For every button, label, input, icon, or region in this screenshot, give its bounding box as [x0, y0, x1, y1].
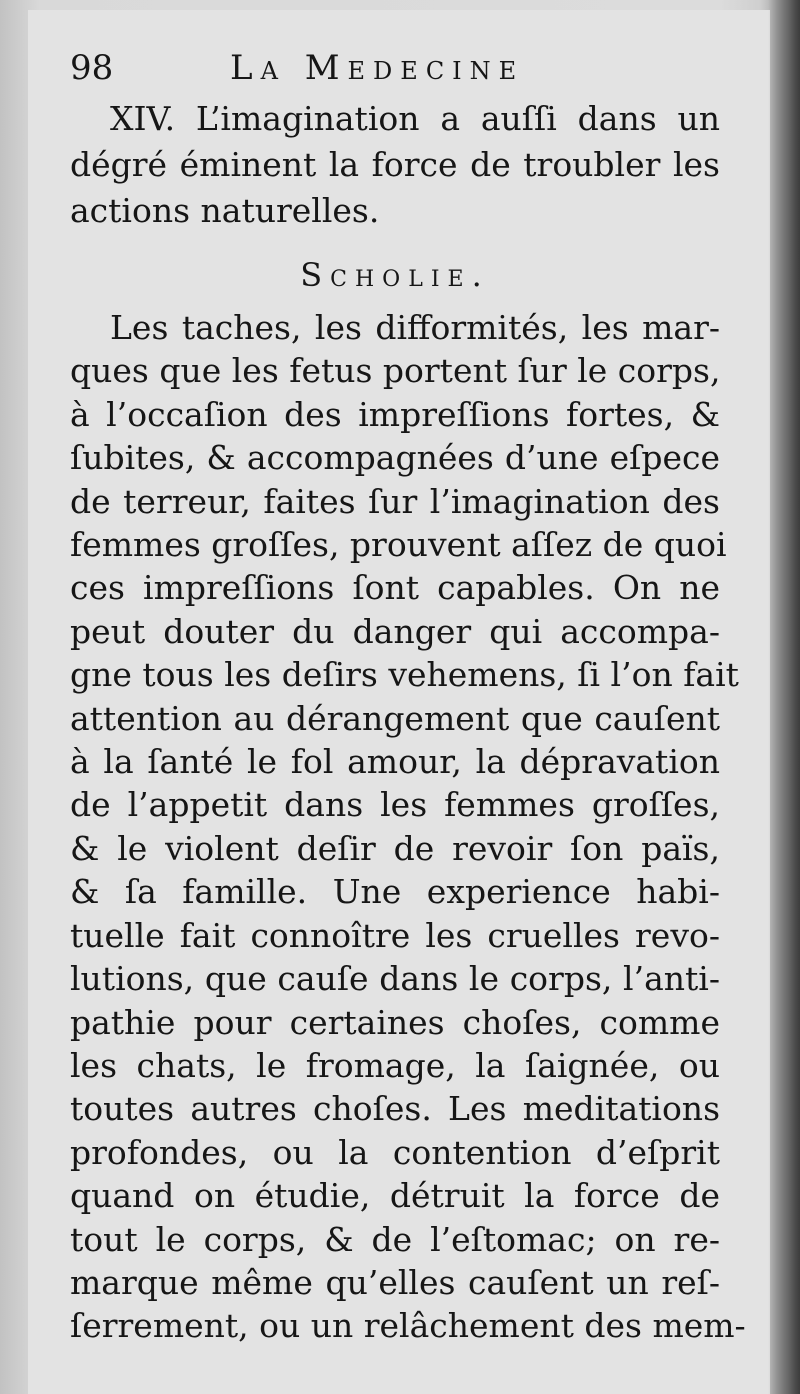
text-line: & ſa famille. Une experience habi- [70, 872, 720, 912]
text-line: à la ſanté le fol amour, la dépravation [70, 742, 720, 782]
text-line: ſubites, & accompagnées d’une eſpece [70, 438, 720, 478]
page-number: 98 [70, 48, 114, 88]
page-text-block [70, 48, 746, 1348]
text-line: marque même qu’elles cauſent un reſ- [70, 1262, 720, 1302]
section-heading: Scholie. [300, 256, 490, 294]
text-line: ſerrement, ou un relâchement des mem- [70, 1306, 746, 1346]
text-line: quand on étudie, détruit la force de [70, 1176, 720, 1216]
text-line: & le violent deſir de revoir ſon païs, [70, 828, 720, 868]
text-line: de terreur, faites ſur l’imagination des [70, 481, 720, 521]
text-line: tuelle fait connoître les cruelles revo- [70, 915, 720, 955]
text-line: femmes groſſes, prouvent aſſez de quoi [70, 525, 727, 565]
text-line: tout le corps, & de l’eſtomac; on re- [70, 1219, 720, 1259]
text-line: ces impreſſions ſont capables. On ne [70, 568, 720, 608]
text-line: lutions, que cauſe dans le corps, l’anti- [70, 959, 720, 999]
text-line: gne tous les deſirs vehemens, ſi l’on fait [70, 655, 739, 695]
text-line: attention au dérangement que cauſent [70, 698, 720, 738]
proposition-line: dégré éminent la force de troubler les [70, 145, 720, 184]
text-line: les chats, le fromage, la ſaignée, ou [70, 1045, 720, 1085]
proposition-line: actions naturelles. [70, 191, 380, 230]
text-line: ques que les fetus portent ſur le corps, [70, 351, 721, 391]
text-line: profondes, ou la contention d’eſprit [70, 1132, 720, 1172]
text-line: à l’occaſion des impreſſions fortes, & [70, 394, 720, 434]
text-line: peut douter du danger qui accompa- [70, 611, 720, 651]
text-line: pathie pour certaines choſes, comme [70, 1002, 720, 1042]
proposition-paragraph [70, 96, 720, 234]
page-header [70, 48, 720, 96]
page-shadow-edge [768, 0, 800, 1394]
text-line: de l’appetit dans les femmes groſſes, [70, 785, 720, 825]
text-line: toutes autres choſes. Les meditations [70, 1089, 720, 1129]
proposition-line: XIV. L’imagination a auſſi dans un [110, 99, 720, 138]
scholie-paragraph [70, 306, 746, 1348]
text-line: Les taches, les difformités, les mar- [110, 308, 720, 347]
running-title: La Medecine [230, 48, 525, 88]
